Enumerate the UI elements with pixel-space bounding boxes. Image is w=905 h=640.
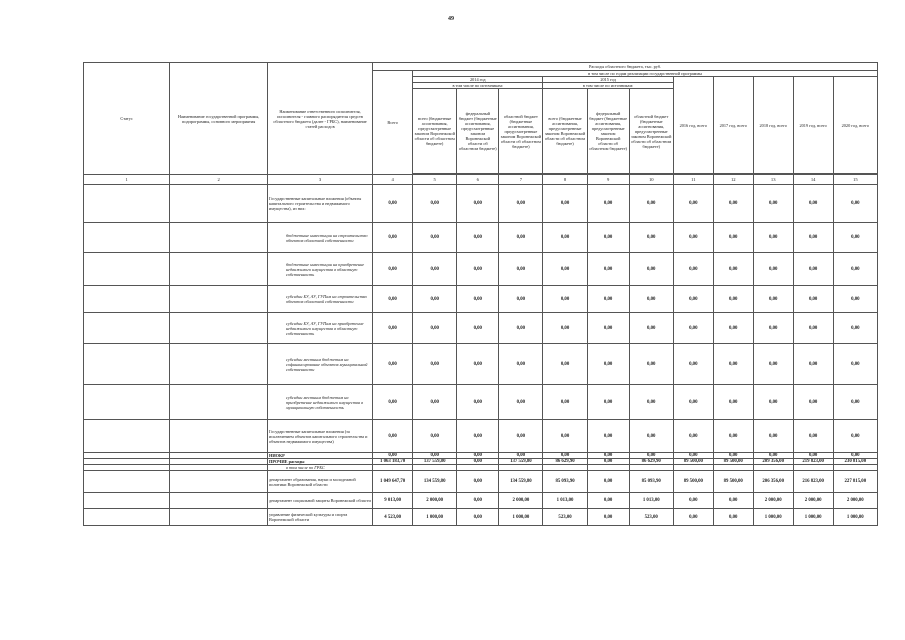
row-value: 0,00 (833, 313, 877, 344)
row-value: 0,00 (587, 509, 629, 526)
header-sources-2015: в том числе по источникам: (543, 83, 673, 89)
row-value: 0,00 (499, 253, 543, 286)
column-number: 8 (543, 175, 587, 185)
row-value: 0,00 (413, 185, 457, 223)
empty-cell (170, 385, 268, 420)
row-value: 0,00 (587, 385, 629, 420)
row-value: 0,00 (793, 385, 833, 420)
row-label: субсидии местным бюджетам на приобретение недвижимого имущества в муниципальную собственность (268, 385, 373, 420)
row-value: 0,00 (413, 385, 457, 420)
row-value: 0,00 (543, 313, 587, 344)
row-value: 0,00 (629, 344, 673, 385)
row-label: субсидии БУ, АУ, ГУПам на строительство объектов областной собственности (268, 286, 373, 313)
row-value: 0,00 (587, 493, 629, 509)
row-value: 0,00 (673, 223, 713, 253)
empty-cell (84, 420, 170, 453)
row-value: 0,00 (673, 385, 713, 420)
column-number: 15 (833, 175, 877, 185)
row-value: 0,00 (673, 420, 713, 453)
header-2014-regional: областной бюджет (бюджетные ассигнования, предусмотренные законом Воронежской области об областном бюджете) (499, 89, 543, 174)
row-value: 0,00 (457, 453, 499, 459)
table-body (84, 185, 878, 526)
empty-cell (84, 286, 170, 313)
column-number: 2 (170, 175, 268, 185)
row-value: 2 000,00 (833, 493, 877, 509)
row-value: 0,00 (713, 223, 753, 253)
header-budget-total: Расходы областного бюджета, тыс. руб. (373, 63, 878, 71)
row-value: 0,00 (499, 185, 543, 223)
header-2014-all: всего (бюджетные ассигнования, предусмотренные законом Воронежской области об областном бюджете) (413, 89, 457, 174)
row-value: 0,00 (413, 344, 457, 385)
row-value: 1 000,00 (833, 509, 877, 526)
row-label: департамент социальной защиты Воронежской области (268, 493, 373, 509)
row-value: 523,00 (629, 509, 673, 526)
row-value: 0,00 (587, 253, 629, 286)
empty-cell (170, 471, 268, 493)
empty-cell (170, 344, 268, 385)
row-value: 0,00 (543, 253, 587, 286)
column-number: 14 (793, 175, 833, 185)
row-value: 0,00 (793, 344, 833, 385)
row-value: 0,00 (413, 453, 457, 459)
table-row (84, 344, 878, 385)
row-value: 1 013,00 (543, 493, 587, 509)
row-value: 230 815,00 (833, 459, 877, 465)
row-value: 0,00 (457, 459, 499, 465)
budget-table (83, 62, 878, 526)
row-value: 0,00 (629, 185, 673, 223)
row-value: 0,00 (543, 223, 587, 253)
row-value: 0,00 (673, 453, 713, 459)
row-value: 0,00 (713, 420, 753, 453)
row-value: 4 523,00 (373, 509, 413, 526)
empty-cell (84, 471, 170, 493)
row-value: 0,00 (793, 253, 833, 286)
row-value: 134 559,80 (499, 471, 543, 493)
row-value: 9 013,00 (373, 493, 413, 509)
row-value: 206 356,00 (753, 471, 793, 493)
row-value: 85 093,90 (543, 471, 587, 493)
row-value: 0,00 (587, 185, 629, 223)
column-number: 12 (713, 175, 753, 185)
row-value: 0,00 (499, 453, 543, 459)
row-value: 0,00 (673, 286, 713, 313)
row-value: 0,00 (499, 313, 543, 344)
row-value: 89 500,00 (673, 459, 713, 465)
table-row (84, 286, 878, 313)
column-number: 6 (457, 175, 499, 185)
row-value: 0,00 (543, 286, 587, 313)
table-row (84, 223, 878, 253)
row-value: 0,00 (499, 385, 543, 420)
row-value: 0,00 (499, 344, 543, 385)
row-value: 0,00 (753, 453, 793, 459)
row-label: бюджетные инвестиции на строительство объектов областной собственности (268, 223, 373, 253)
row-value: 89 500,00 (713, 471, 753, 493)
row-value: 0,00 (629, 286, 673, 313)
row-value: 0,00 (587, 471, 629, 493)
row-value: 0,00 (587, 223, 629, 253)
row-value: 0,00 (587, 459, 629, 465)
row-value: 0,00 (629, 223, 673, 253)
row-value: 0,00 (833, 344, 877, 385)
empty-cell (84, 185, 170, 223)
row-value: 2 000,00 (499, 493, 543, 509)
row-value: 0,00 (753, 385, 793, 420)
row-value: 0,00 (793, 223, 833, 253)
row-value: 137 559,80 (413, 459, 457, 465)
row-value: 0,00 (753, 344, 793, 385)
table-row (84, 420, 878, 453)
empty-cell (170, 223, 268, 253)
row-value: 0,00 (587, 286, 629, 313)
header-status: Статус (84, 63, 170, 175)
table-row (84, 313, 878, 344)
column-number: 7 (499, 175, 543, 185)
row-value: 1 000,00 (793, 509, 833, 526)
header-2015-regional: областной бюджет (бюджетные ассигнования, предусмотренные законом Воронежской области об областном бюджете) (629, 89, 673, 174)
row-value: 2 000,00 (793, 493, 833, 509)
row-value: 86 629,90 (543, 459, 587, 465)
row-value: 0,00 (713, 385, 753, 420)
row-value: 0,00 (629, 453, 673, 459)
row-value: 0,00 (793, 453, 833, 459)
table-row (84, 471, 878, 493)
row-value: 0,00 (673, 493, 713, 509)
header-2020: 2020 год, всего (833, 77, 877, 174)
row-value: 0,00 (713, 313, 753, 344)
row-label: Государственные капитальные вложения (объекты капитального строительства и недвижимого имущества), из них: (268, 185, 373, 223)
empty-cell (84, 385, 170, 420)
row-value: 2 000,00 (413, 493, 457, 509)
row-value: 0,00 (373, 253, 413, 286)
row-label: НИОКР (268, 453, 373, 459)
row-value: 0,00 (833, 253, 877, 286)
row-label: бюджетные инвестиции на приобретение недвижимого имущества в областную собственность (268, 253, 373, 286)
row-value: 0,00 (833, 185, 877, 223)
row-value: 0,00 (373, 385, 413, 420)
table-row (84, 385, 878, 420)
row-value: 89 500,00 (673, 471, 713, 493)
row-value: 0,00 (457, 344, 499, 385)
row-value: 216 823,00 (793, 471, 833, 493)
row-value: 0,00 (833, 286, 877, 313)
row-value: 0,00 (713, 509, 753, 526)
row-value: 0,00 (713, 493, 753, 509)
row-value: 209 356,00 (753, 459, 793, 465)
row-value: 0,00 (793, 286, 833, 313)
column-number: 11 (673, 175, 713, 185)
row-value: 1 013,00 (629, 493, 673, 509)
empty-cell (170, 420, 268, 453)
column-number: 10 (629, 175, 673, 185)
row-value: 0,00 (713, 344, 753, 385)
column-numbers (84, 175, 878, 185)
row-value: 0,00 (587, 313, 629, 344)
header-sources-2014: в том числе по источникам: (413, 83, 543, 89)
row-value: 0,00 (413, 253, 457, 286)
column-number: 9 (587, 175, 629, 185)
row-value: 0,00 (413, 420, 457, 453)
row-value: 0,00 (833, 385, 877, 420)
row-value: 0,00 (673, 253, 713, 286)
column-number: 4 (373, 175, 413, 185)
row-value: 0,00 (753, 223, 793, 253)
row-value: 0,00 (373, 420, 413, 453)
row-value: 0,00 (629, 385, 673, 420)
row-value: 227 815,00 (833, 471, 877, 493)
row-value: 0,00 (793, 185, 833, 223)
header-by-years: в том числе по годам реализации государственной программы (413, 71, 878, 77)
row-value: 1 049 647,70 (373, 471, 413, 493)
row-value: 0,00 (713, 253, 753, 286)
row-value: 85 093,90 (629, 471, 673, 493)
row-label: ПРОЧИЕ расходы (268, 459, 373, 465)
row-value: 0,00 (413, 286, 457, 313)
row-value: 1 000,00 (413, 509, 457, 526)
row-value: 0,00 (457, 509, 499, 526)
header-year-2015: 2015 год (543, 77, 673, 83)
table-row (84, 185, 878, 223)
row-value: 0,00 (713, 453, 753, 459)
row-label: департамент образования, науки и молодежной политики Воронежской области (268, 471, 373, 493)
header-year-2014: 2014 год (413, 77, 543, 83)
row-value: 0,00 (673, 313, 713, 344)
header-2016: 2016 год, всего (673, 77, 713, 174)
row-value: 0,00 (543, 453, 587, 459)
empty-cell (170, 286, 268, 313)
empty-cell (84, 223, 170, 253)
empty-cell (84, 493, 170, 509)
row-value: 0,00 (833, 420, 877, 453)
row-value: 0,00 (543, 185, 587, 223)
header-executor: Наименование ответственного исполнителя, исполнителя - главного распорядителя средств областного бюджета (далее - ГРБС), наименование статей расходов (268, 63, 373, 175)
row-value: 2 000,00 (753, 493, 793, 509)
row-value: 0,00 (713, 286, 753, 313)
empty-cell (84, 253, 170, 286)
row-value: 0,00 (499, 223, 543, 253)
row-value: 0,00 (793, 313, 833, 344)
row-value: 0,00 (833, 223, 877, 253)
row-value: 219 823,00 (793, 459, 833, 465)
header-2015-federal: федеральный бюджет (бюджетные ассигнования, предусмотренные законом Воронежской области об областном бюджете) (587, 89, 629, 174)
row-value: 0,00 (673, 344, 713, 385)
row-value: 0,00 (587, 420, 629, 453)
empty-cell (84, 344, 170, 385)
row-value: 0,00 (457, 253, 499, 286)
column-number: 13 (753, 175, 793, 185)
table-row (84, 493, 878, 509)
row-value: 523,00 (543, 509, 587, 526)
empty-cell (170, 313, 268, 344)
row-value: 134 559,80 (413, 471, 457, 493)
row-value: 0,00 (673, 185, 713, 223)
row-value: 0,00 (457, 313, 499, 344)
row-value: 89 500,00 (713, 459, 753, 465)
row-value: 0,00 (543, 344, 587, 385)
row-value: 0,00 (373, 286, 413, 313)
column-number: 5 (413, 175, 457, 185)
row-value: 0,00 (373, 453, 413, 459)
row-value: 86 629,90 (629, 459, 673, 465)
row-value: 0,00 (457, 420, 499, 453)
header-total: Всего (373, 71, 413, 175)
empty-cell (84, 509, 170, 526)
row-value: 0,00 (457, 471, 499, 493)
row-value: 137 559,80 (499, 459, 543, 465)
table-row (84, 509, 878, 526)
column-number: 1 (84, 175, 170, 185)
row-value: 0,00 (457, 385, 499, 420)
row-value: 0,00 (499, 286, 543, 313)
row-value: 0,00 (713, 185, 753, 223)
row-value: 1 000,00 (753, 509, 793, 526)
row-value: 0,00 (413, 313, 457, 344)
row-value: 0,00 (753, 313, 793, 344)
row-value: 0,00 (629, 253, 673, 286)
row-value: 0,00 (499, 420, 543, 453)
row-value: 1 063 183,70 (373, 459, 413, 465)
row-value: 0,00 (373, 313, 413, 344)
row-value: 0,00 (543, 420, 587, 453)
header-2019: 2019 год, всего (793, 77, 833, 174)
row-label: управление физической культуры и спорта Воронежской области (268, 509, 373, 526)
row-value: 0,00 (373, 185, 413, 223)
header-2018: 2018 год, всего (753, 77, 793, 174)
row-value: 0,00 (457, 223, 499, 253)
row-value: 0,00 (373, 344, 413, 385)
row-label: Государственные капитальные вложения (за исключением объектов капитального строительства и объектов недвижимого имущества) (268, 420, 373, 453)
row-value: 0,00 (833, 453, 877, 459)
empty-cell (170, 185, 268, 223)
row-value: 0,00 (457, 185, 499, 223)
row-value: 0,00 (673, 509, 713, 526)
row-value: 0,00 (373, 223, 413, 253)
row-value: 0,00 (629, 420, 673, 453)
row-value: 0,00 (543, 385, 587, 420)
row-label: субсидии БУ, АУ, ГУПам на приобретение недвижимого имущества в областную собственность (268, 313, 373, 344)
row-value: 0,00 (587, 344, 629, 385)
row-value: 0,00 (413, 223, 457, 253)
row-value: 0,00 (753, 420, 793, 453)
row-value: 0,00 (457, 493, 499, 509)
column-number-row (84, 175, 878, 185)
header-2014-federal: федеральный бюджет (бюджетные ассигнования, предусмотренные законом Воронежской области об областном бюджете) (457, 89, 499, 174)
row-label: в том числе по ГРБС (268, 465, 373, 471)
header-2017: 2017 год, всего (713, 77, 753, 174)
row-value: 0,00 (587, 453, 629, 459)
empty-cell (170, 493, 268, 509)
header-name: Наименование государственной программы, подпрограммы, основного мероприятия (170, 63, 268, 175)
row-value: 0,00 (753, 185, 793, 223)
row-label: субсидии местным бюджетам на софинансирование объектов муниципальной собственности (268, 344, 373, 385)
row-value: 0,00 (629, 313, 673, 344)
header-2015-all: всего (бюджетные ассигнования, предусмотренные законом Воронежской области об областном бюджете) (543, 89, 587, 174)
empty-cell (84, 313, 170, 344)
empty-cell (170, 509, 268, 526)
page-number: 49 (448, 16, 454, 22)
row-value: 0,00 (457, 286, 499, 313)
row-value: 1 000,00 (499, 509, 543, 526)
empty-cell (170, 253, 268, 286)
table-header (84, 63, 878, 175)
row-value: 0,00 (753, 286, 793, 313)
row-value: 0,00 (753, 253, 793, 286)
row-value: 0,00 (793, 420, 833, 453)
column-number: 3 (268, 175, 373, 185)
table-row (84, 253, 878, 286)
